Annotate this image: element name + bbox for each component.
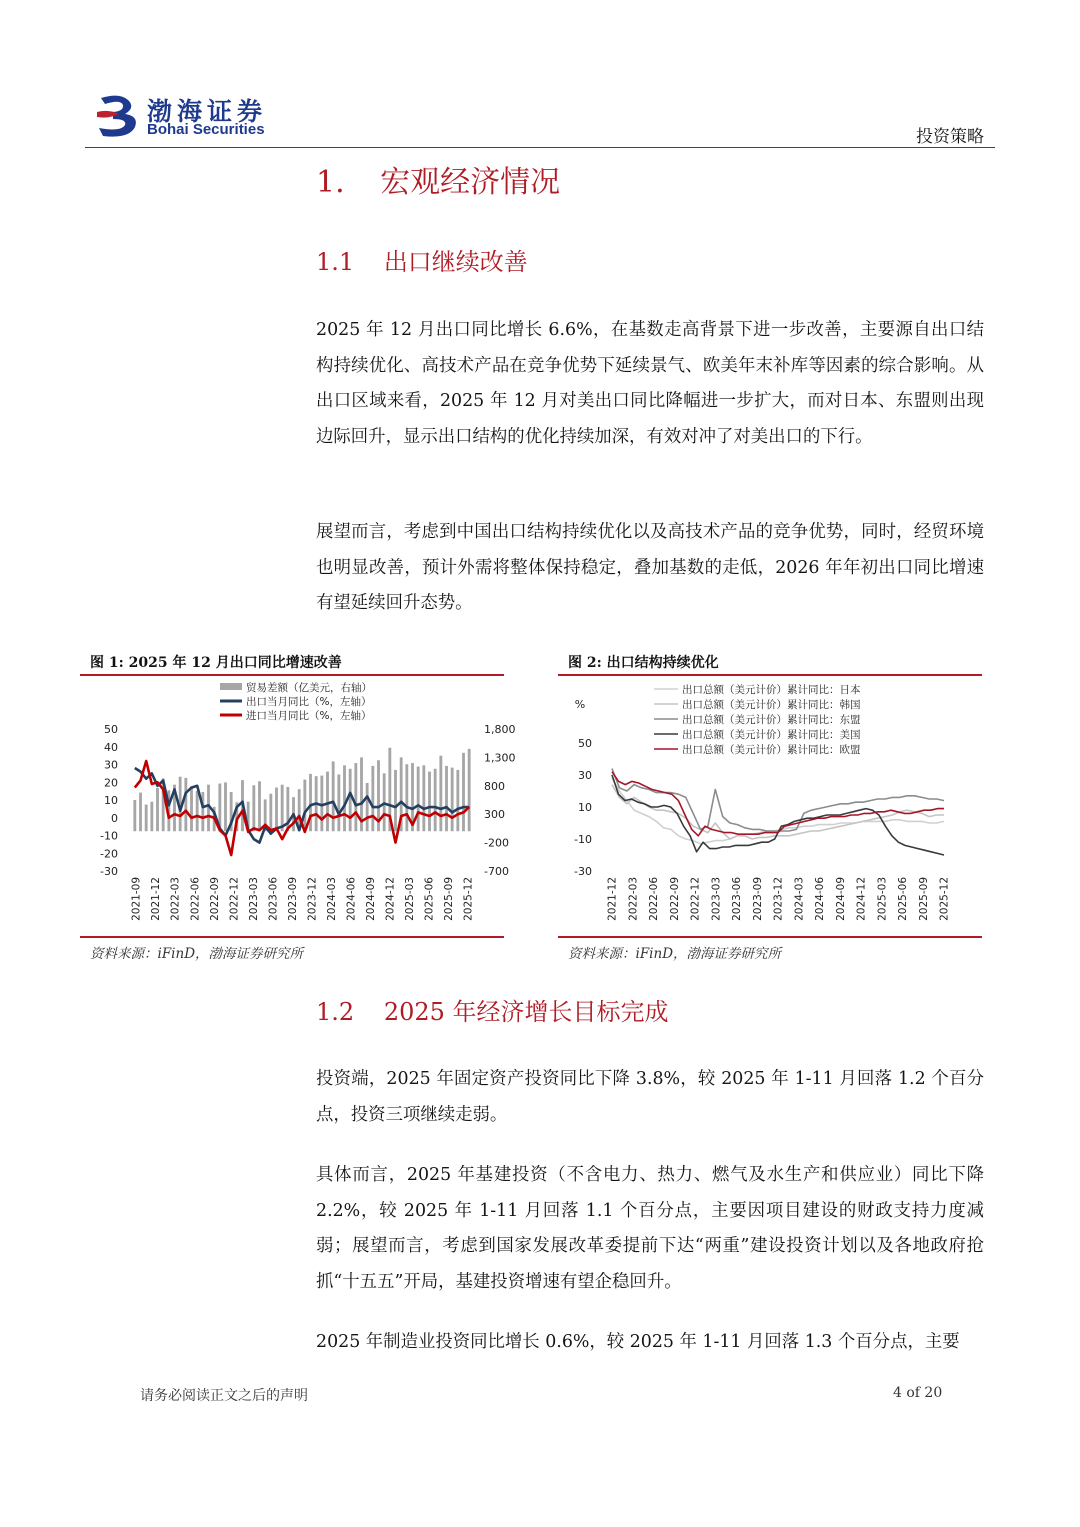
figure-1-legend-label: 出口当月同比（%，左轴）: [246, 696, 372, 708]
figure-1-trade-balance-bar: [434, 769, 437, 831]
figure-1-trade-balance-bar: [201, 792, 204, 831]
figure-1-x-tick-label: 2023-03: [247, 877, 260, 921]
figure-1-trade-balance-bar: [354, 763, 357, 831]
figure-2-chart: [558, 677, 982, 935]
figure-2-y-tick-label: -10: [574, 833, 592, 846]
figure-1-legend-label: 贸易差额（亿美元，右轴）: [246, 682, 372, 694]
figure-1-trade-balance-bar: [366, 783, 369, 831]
figure-1-trade-balance-bar: [133, 800, 136, 831]
figure-1-trade-balance-bar: [422, 765, 425, 831]
figure-1-left-tick-label: -20: [100, 847, 118, 861]
figure-1-trade-balance-bar: [326, 772, 329, 832]
figure-1-left-tick-label: 50: [104, 723, 118, 736]
figure-1-trade-balance-bar: [184, 778, 187, 831]
figure-1-right-tick-label: 1,300: [484, 751, 516, 765]
figure-1-right-tick-label: 800: [484, 779, 505, 793]
figure-1-trade-balance-bar: [439, 756, 442, 832]
figure-2-x-tick-label: 2022-06: [648, 877, 661, 921]
figure-1-trade-balance-bar: [281, 785, 284, 832]
figure-1-trade-balance-bar: [462, 753, 465, 831]
figure-1-left-tick-label: -30: [100, 865, 118, 878]
section-1-title: 宏观经济情况: [380, 165, 561, 200]
figure-1-trade-balance-bar: [371, 766, 374, 831]
figure-2-asean-line: [612, 769, 944, 831]
figure-1-trade-balance-bar: [451, 768, 454, 832]
footer-disclaimer: 请务必阅读正文之后的声明: [140, 1388, 308, 1404]
figure-1-x-tick-label: 2025-09: [443, 877, 456, 921]
figure-1-x-tick-label: 2024-06: [345, 877, 358, 921]
figure-1-source: 资料来源：iFinD，渤海证券研究所: [90, 946, 304, 962]
figure-1-trade-balance-bar: [405, 764, 408, 831]
figure-2-x-tick-label: 2025-03: [876, 877, 889, 921]
figure-1-x-tick-label: 2022-06: [189, 877, 202, 921]
figure-2-source: 资料来源：iFinD，渤海证券研究所: [568, 946, 782, 962]
paragraph-manufacturing-investment: 2025 年制造业投资同比增长 0.6%，较 2025 年 1-11 月回落 1.3 个百分点，主要: [316, 1332, 960, 1352]
figure-2-y-tick-label: 50: [578, 737, 592, 750]
figure-2-x-tick-label: 2023-06: [731, 877, 744, 921]
figure-1-x-tick-label: 2022-12: [228, 877, 241, 921]
figure-2-legend-label: 出口总额（美元计价）累计同比：日本: [682, 684, 861, 696]
figure-2-legend-label: 出口总额（美元计价）累计同比：美国: [682, 729, 861, 741]
paragraph-export-summary: 2025 年 12 月出口同比增长 6.6%，在基数走高背景下进一步改善，主要源自出口结构持续优化、高技术产品在竞争优势下延续景气、欧美年末补库等因素的综合影响。从出口区域来看，2025 年 12 月对美出口同比降幅进一步扩大，而对日本、东盟则出现边际回升，显示出口结构的优化持续加深，有效对冲了对美出口的下行。: [316, 320, 984, 447]
figure-2-legend-label: 出口总额（美元计价）累计同比：东盟: [682, 714, 861, 726]
figure-1-top-rule: [80, 674, 504, 676]
figure-1-left-tick-label: 10: [104, 794, 118, 807]
figure-2-x-tick-label: 2023-12: [772, 877, 785, 921]
header-rule: [85, 147, 995, 148]
figure-2-y-tick-label: -30: [574, 865, 592, 878]
figure-2-x-tick-label: 2025-09: [917, 877, 930, 921]
figure-2-y-tick-label: 30: [578, 769, 592, 782]
logo-chinese-name: 渤海证券: [147, 97, 268, 126]
figure-2-x-tick-label: 2025-06: [897, 877, 910, 921]
figure-2-x-tick-label: 2024-06: [814, 877, 827, 921]
figure-2-x-tick-label: 2024-09: [834, 877, 847, 921]
figure-1-x-tick-label: 2023-09: [286, 877, 299, 921]
figure-1-trade-balance-bar: [468, 749, 471, 831]
figure-2-x-tick-label: 2021-12: [606, 877, 619, 921]
section-1-heading: [316, 157, 560, 201]
figure-2-x-tick-label: 2023-09: [751, 877, 764, 921]
figure-1-left-tick-label: 20: [104, 776, 118, 790]
figure-1-trade-balance-bar: [428, 772, 431, 832]
figure-1-x-tick-label: 2024-03: [325, 877, 338, 921]
figure-1-right-tick-label: 1,800: [484, 723, 516, 736]
figure-1-trade-balance-bar: [417, 766, 420, 831]
figure-2-x-tick-label: 2022-09: [668, 877, 681, 921]
figure-1-legend-label: 进口当月同比（%，左轴）: [246, 710, 372, 722]
figure-2-x-tick-label: 2022-03: [627, 877, 640, 921]
figure-1-trade-balance-bar: [196, 791, 199, 831]
figure-1-x-tick-label: 2023-06: [267, 877, 280, 921]
figure-1-right-tick-label: 300: [484, 808, 505, 822]
paragraph-investment-overview: 投资端，2025 年固定资产投资同比下降 3.8%，较 2025 年 1-11 月回落 1.2 个百分点，投资三项继续走弱。: [316, 1069, 984, 1125]
section-1-2-title: 2025 年经济增长目标完成: [383, 998, 669, 1026]
figure-1-trade-balance-bar: [145, 805, 148, 832]
figure-1-x-tick-label: 2022-09: [208, 877, 221, 921]
figure-2-x-tick-label: 2024-03: [793, 877, 806, 921]
report-category: 投资策略: [916, 127, 984, 147]
paragraph-export-outlook: 展望而言，考虑到中国出口结构持续优化以及高技术产品的竞争优势，同时，经贸环境也明显改善，预计外需将整体保持稳定，叠加基数的走低，2026 年年初出口同比增速有望延续回升态势。: [316, 522, 984, 613]
figure-1-x-tick-label: 2024-09: [365, 877, 378, 921]
section-1-2-heading: [316, 992, 669, 1027]
figure-2-x-tick-label: 2023-03: [710, 877, 723, 921]
figure-1-right-tick-label: -200: [484, 836, 509, 850]
figure-2-bottom-rule: [558, 936, 982, 938]
figure-1-trade-balance-bar: [139, 793, 142, 832]
figure-1-trade-balance-bar: [224, 782, 227, 831]
figure-2-x-tick-label: 2025-12: [938, 877, 951, 921]
bohai-logo: [95, 92, 305, 140]
figure-1-x-tick-label: 2021-09: [130, 877, 143, 921]
figure-1-right-tick-label: -700: [484, 865, 509, 878]
figure-2-x-tick-label: 2024-12: [855, 877, 868, 921]
figure-1-trade-balance-bar: [190, 786, 193, 831]
figure-1-trade-balance-bar: [332, 761, 335, 831]
section-1-1-title: 出口继续改善: [383, 248, 528, 276]
figure-1-trade-balance-bar: [343, 765, 346, 831]
figure-1-trade-balance-bar: [394, 770, 397, 831]
figure-1-left-tick-label: -10: [100, 829, 118, 843]
section-1-2-number: 1.2: [316, 998, 355, 1026]
figure-1-trade-balance-bar: [320, 776, 323, 832]
figure-2-y-axis-label: %: [574, 698, 586, 711]
figure-1-left-tick-label: 0: [111, 811, 118, 825]
figure-1-trade-balance-bar: [456, 770, 459, 831]
figure-1-trade-balance-bar: [275, 788, 278, 832]
figure-1-x-tick-label: 2022-03: [169, 877, 182, 921]
figure-1-trade-balance-bar: [269, 794, 272, 831]
figure-2-title: 图 2: 出口结构持续优化: [568, 655, 719, 671]
figure-2-y-tick-label: 10: [578, 801, 592, 814]
section-1-number: 1.: [316, 165, 345, 200]
figure-1-left-tick-label: 40: [104, 740, 118, 754]
section-1-1-heading: [316, 242, 528, 277]
figure-1-trade-balance-bar: [252, 785, 255, 831]
figure-1-trade-balance-bar: [303, 780, 306, 832]
figure-1-trade-balance-bar: [337, 774, 340, 831]
figure-1-title: 图 1: 2025 年 12 月出口同比增速改善: [90, 655, 342, 671]
figure-1-trade-balance-bar: [156, 788, 159, 831]
figure-1-left-tick-label: 30: [104, 758, 118, 772]
figure-1-trade-balance-bar: [258, 781, 261, 831]
figure-1-x-tick-label: 2025-12: [462, 877, 475, 921]
figure-1-x-tick-label: 2021-12: [150, 877, 163, 921]
bohai-logo-icon: [95, 92, 141, 140]
figure-1-trade-balance-bar: [445, 766, 448, 831]
page-number: 4 of 20: [893, 1385, 943, 1401]
figure-1-bottom-rule: [80, 936, 504, 938]
figure-1-x-tick-label: 2023-12: [306, 877, 319, 921]
figure-1-trade-balance-bar: [150, 802, 153, 832]
logo-english-name: Bohai Securities: [147, 121, 265, 138]
figure-1-trade-balance-bar: [349, 769, 352, 831]
figure-2-legend-label: 出口总额（美元计价）累计同比：欧盟: [682, 744, 861, 756]
figure-1-legend-swatch: [220, 683, 242, 690]
figure-1-chart: [80, 677, 516, 935]
figure-2-legend-label: 出口总额（美元计价）累计同比：韩国: [682, 699, 861, 711]
figure-1-x-tick-label: 2025-03: [404, 877, 417, 921]
figure-1-x-tick-label: 2025-06: [423, 877, 436, 921]
section-1-1-number: 1.1: [316, 248, 355, 276]
figure-2-top-rule: [558, 674, 982, 676]
paragraph-infrastructure-investment: 具体而言，2025 年基建投资（不含电力、热力、燃气及水生产和供应业）同比下降 2.2%，较 2025 年 1-11 月回落 1.1 个百分点，主要因项目建设的财政支持力度减弱；展望而言，考虑到国家发展改革委提前下达“两重”建设投资计划以及各地政府抢抓“十五五”开局，基建投资增速有望企稳回升。: [316, 1165, 984, 1292]
figure-1-x-tick-label: 2024-12: [384, 877, 397, 921]
figure-1-trade-balance-bar: [309, 774, 312, 831]
figure-2-x-tick-label: 2022-12: [689, 877, 702, 921]
